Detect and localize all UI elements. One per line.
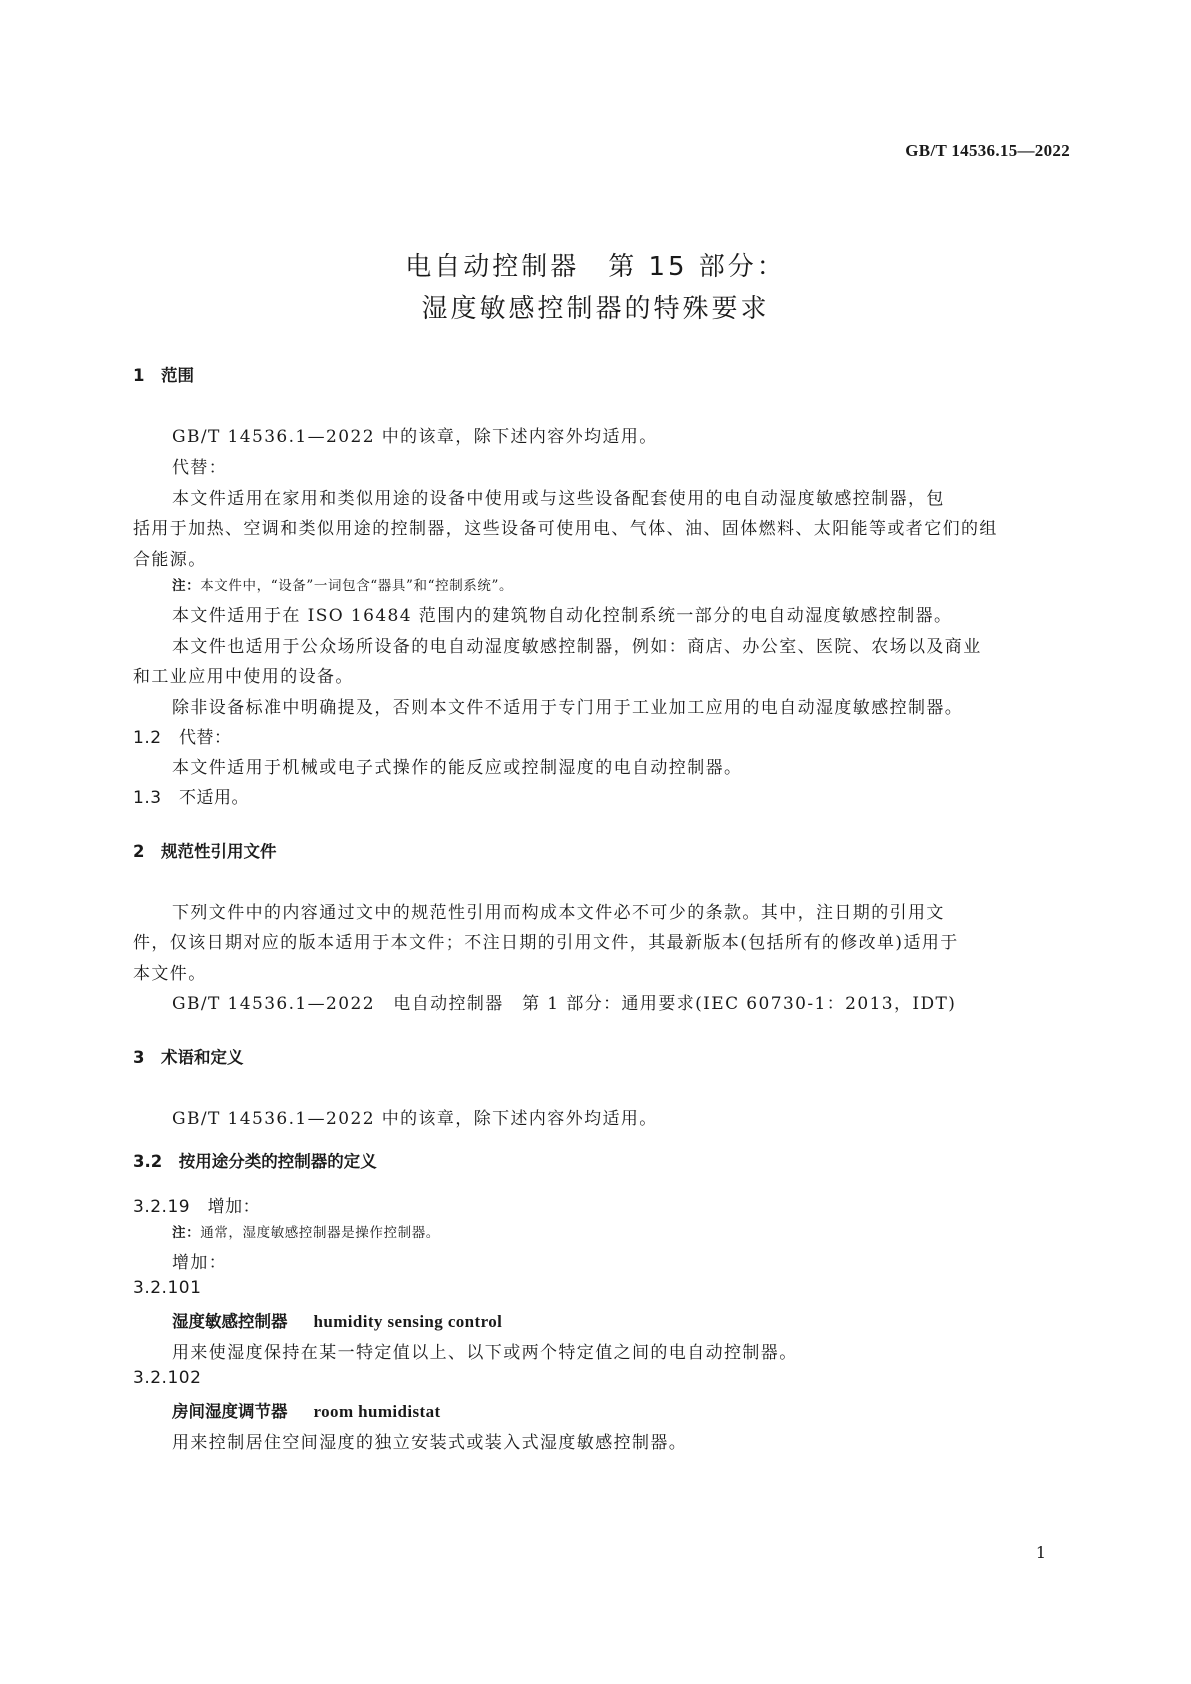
clause-1-2-text: 本文件适用于机械或电子式操作的能反应或控制湿度的电自动控制器。	[172, 758, 743, 778]
term-humidity-sensing-control: 湿度敏感控制器 humidity sensing control	[172, 1312, 503, 1331]
section-2-paragraph: 本文件。	[133, 964, 207, 984]
section-1-scope-text: 合能源。	[133, 550, 207, 570]
section-3-heading: 3 术语和定义	[133, 1048, 244, 1067]
section-1-heading: 1 范围	[133, 366, 194, 385]
section-3-paragraph: GB/T 14536.1—2022 中的该章，除下述内容外均适用。	[172, 1109, 658, 1129]
section-1-replace-label: 代替：	[172, 458, 228, 478]
normative-reference: GB/T 14536.1—2022 电自动控制器 第 1 部分：通用要求(IEC 60730-1：2013，IDT)	[172, 994, 957, 1014]
clause-3-2-19-note: 注：通常，湿度敏感控制器是操作控制器。	[172, 1225, 440, 1241]
section-2-paragraph: 件，仅该日期对应的版本适用于本文件；不注日期的引用文件，其最新版本(包括所有的修改单)适用于	[133, 933, 959, 953]
clause-1-2-heading: 1.2 代替：	[133, 728, 232, 748]
section-1-scope-text: 除非设备标准中明确提及，否则本文件不适用于专门用于工业加工应用的电自动湿度敏感控制器。	[172, 698, 964, 718]
section-1-note: 注：本文件中，“设备”一词包含“器具”和“控制系统”。	[172, 578, 514, 594]
clause-3-2-102-number: 3.2.102	[133, 1368, 202, 1388]
term-room-humidistat: 房间湿度调节器 room humidistat	[172, 1402, 441, 1421]
term-definition: 用来控制居住空间湿度的独立安装式或装入式湿度敏感控制器。	[172, 1433, 688, 1453]
section-1-paragraph: GB/T 14536.1—2022 中的该章，除下述内容外均适用。	[172, 427, 658, 447]
addition-label: 增加：	[172, 1253, 228, 1273]
section-2-paragraph: 下列文件中的内容通过文中的规范性引用而构成本文件必不可少的条款。其中，注日期的引用文	[172, 903, 945, 923]
section-1-scope-text: 和工业应用中使用的设备。	[133, 667, 354, 687]
section-1-scope-text: 本文件适用于在 ISO 16484 范围内的建筑物自动化控制系统一部分的电自动湿度敏感控制器。	[172, 606, 953, 626]
section-1-scope-text: 括用于加热、空调和类似用途的控制器，这些设备可使用电、气体、油、固体燃料、太阳能等或者它们的组	[133, 519, 998, 539]
section-1-scope-text: 本文件适用在家用和类似用途的设备中使用或与这些设备配套使用的电自动湿度敏感控制器，包	[172, 489, 945, 509]
clause-3-2-101-number: 3.2.101	[133, 1278, 202, 1298]
section-1-scope-text: 本文件也适用于公众场所设备的电自动湿度敏感控制器，例如：商店、办公室、医院、农场以及商业	[172, 637, 982, 657]
document-title-line2: 湿度敏感控制器的特殊要求	[421, 294, 770, 324]
page-number: 1	[1035, 1543, 1046, 1562]
section-2-heading: 2 规范性引用文件	[133, 842, 277, 861]
standard-number: GB/T 14536.15—2022	[905, 141, 1070, 160]
clause-3-2-heading: 3.2 按用途分类的控制器的定义	[133, 1152, 377, 1171]
term-definition: 用来使湿度保持在某一特定值以上、以下或两个特定值之间的电自动控制器。	[172, 1343, 798, 1363]
clause-3-2-19: 3.2.19 增加：	[133, 1197, 261, 1217]
document-title-line1: 电自动控制器 第 15 部分：	[405, 252, 786, 282]
clause-1-3: 1.3 不适用。	[133, 788, 250, 808]
